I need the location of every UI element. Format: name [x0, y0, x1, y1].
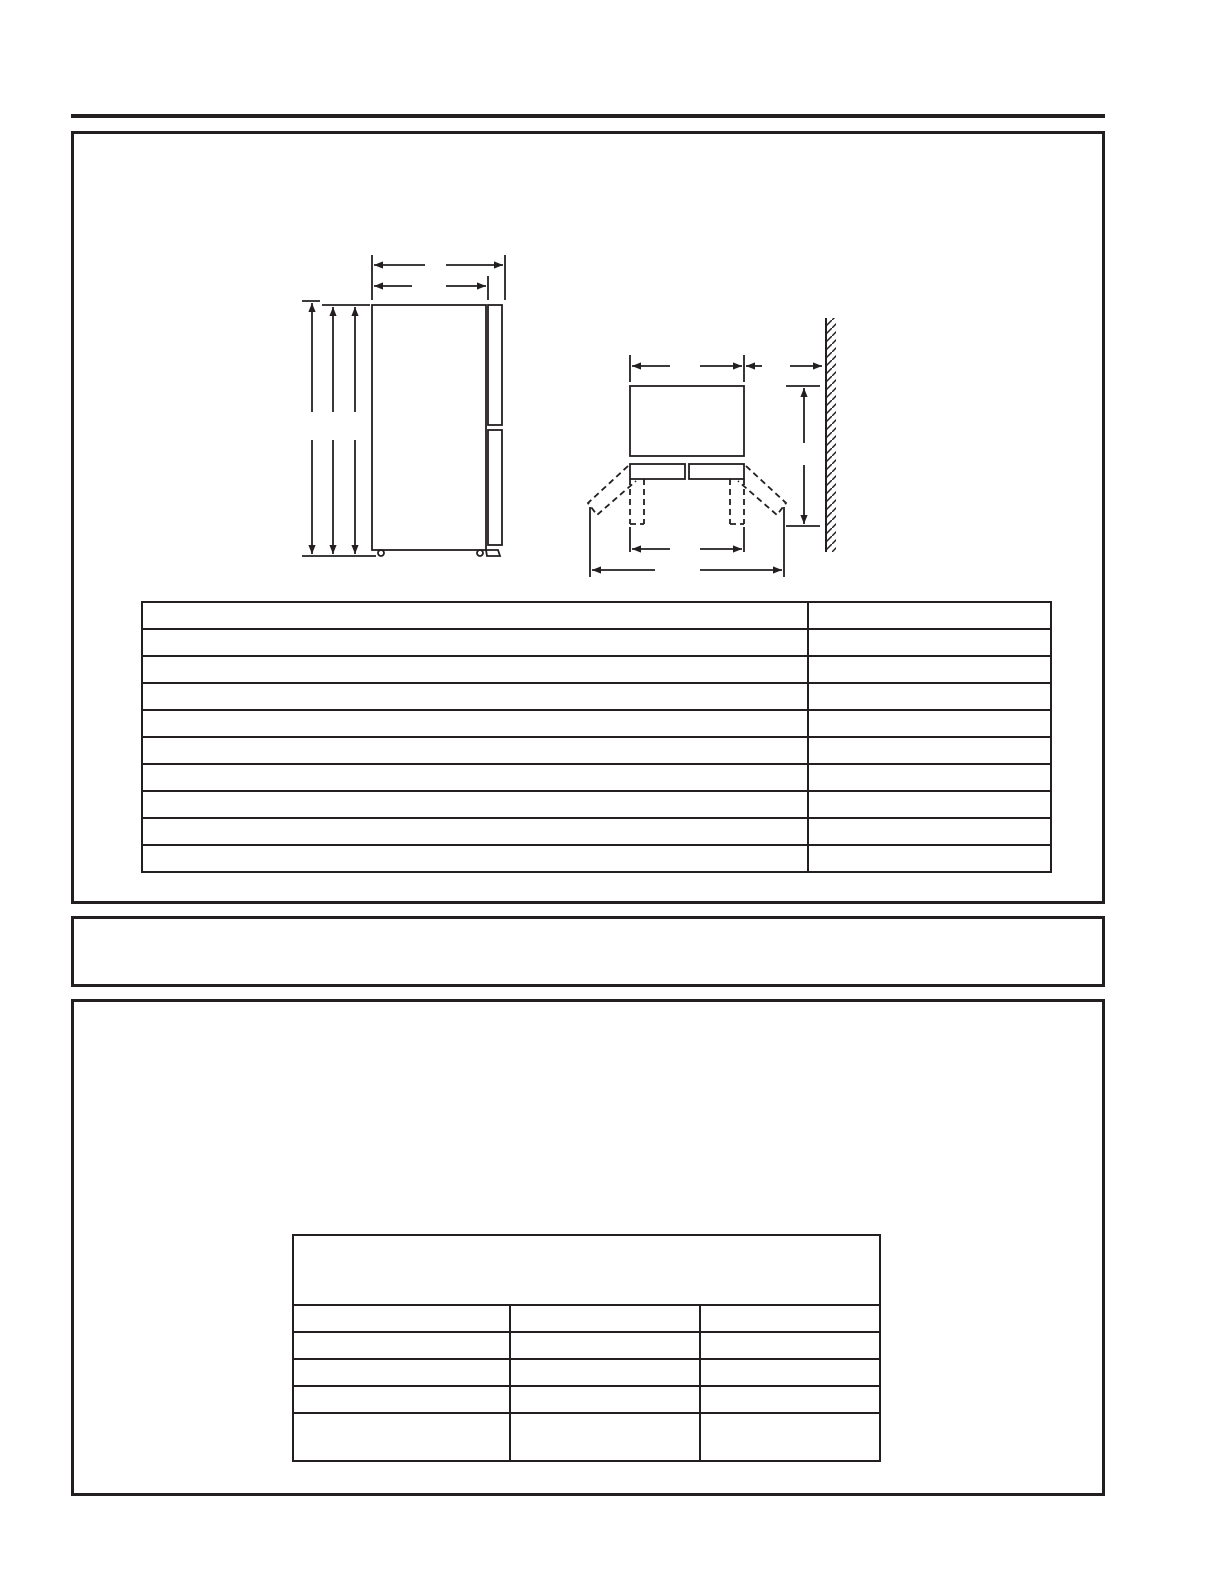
table-row — [142, 818, 1051, 845]
table-row — [142, 683, 1051, 710]
spec-cell — [700, 1332, 880, 1359]
spec-cell — [700, 1386, 880, 1413]
dimension-value-cell — [808, 602, 1051, 629]
table-header-row — [293, 1235, 880, 1305]
table-row — [293, 1359, 880, 1386]
spec-cell — [293, 1305, 510, 1332]
cabinet-top — [630, 386, 744, 456]
spec-cell — [510, 1386, 700, 1413]
table-row — [142, 791, 1051, 818]
freezer-drawer-side — [488, 430, 502, 545]
table-header-cell — [293, 1235, 880, 1305]
door-swing-outline — [588, 466, 786, 524]
spec-cell — [510, 1359, 700, 1386]
cabinet-side — [372, 305, 486, 550]
spec-cell — [700, 1305, 880, 1332]
table-row — [142, 602, 1051, 629]
spec-cell — [510, 1413, 700, 1461]
dimension-label-cell — [142, 845, 808, 872]
dimension-label-cell — [142, 791, 808, 818]
table-row — [293, 1413, 880, 1461]
top-view — [588, 355, 822, 577]
dimension-label-cell — [142, 656, 808, 683]
dimension-label-cell — [142, 683, 808, 710]
side-view — [302, 255, 505, 556]
table-row — [142, 737, 1051, 764]
spec-cell — [700, 1359, 880, 1386]
table-row — [293, 1386, 880, 1413]
dimension-value-cell — [808, 818, 1051, 845]
table-row — [142, 764, 1051, 791]
dimensions-table — [141, 601, 1052, 873]
drawer-base — [486, 550, 500, 556]
dimension-value-cell — [808, 764, 1051, 791]
spec-cell — [700, 1413, 880, 1461]
dimension-label-cell — [142, 737, 808, 764]
dimension-value-cell — [808, 737, 1051, 764]
spec-cell — [510, 1332, 700, 1359]
table-row — [142, 710, 1051, 737]
dimension-label-cell — [142, 764, 808, 791]
table-row — [142, 656, 1051, 683]
dimension-value-cell — [808, 845, 1051, 872]
dimension-label-cell — [142, 602, 808, 629]
fresh-food-door-side — [488, 305, 502, 425]
dimension-value-cell — [808, 656, 1051, 683]
dimension-value-cell — [808, 791, 1051, 818]
dimension-label-cell — [142, 629, 808, 656]
roller — [477, 550, 483, 556]
table-row — [142, 629, 1051, 656]
spec-cell — [293, 1359, 510, 1386]
table-row — [293, 1305, 880, 1332]
spec-cell — [293, 1332, 510, 1359]
dimension-label-cell — [142, 710, 808, 737]
roller — [378, 550, 384, 556]
right-door-top — [689, 464, 744, 479]
spec-cell — [510, 1305, 700, 1332]
table-row — [293, 1332, 880, 1359]
table-row — [142, 845, 1051, 872]
spec-cell — [293, 1386, 510, 1413]
dimension-value-cell — [808, 710, 1051, 737]
wall — [826, 318, 836, 552]
left-door-top — [630, 464, 685, 479]
specification-table — [292, 1234, 881, 1462]
dimension-value-cell — [808, 629, 1051, 656]
dimension-value-cell — [808, 683, 1051, 710]
dimension-label-cell — [142, 818, 808, 845]
spec-cell — [293, 1413, 510, 1461]
